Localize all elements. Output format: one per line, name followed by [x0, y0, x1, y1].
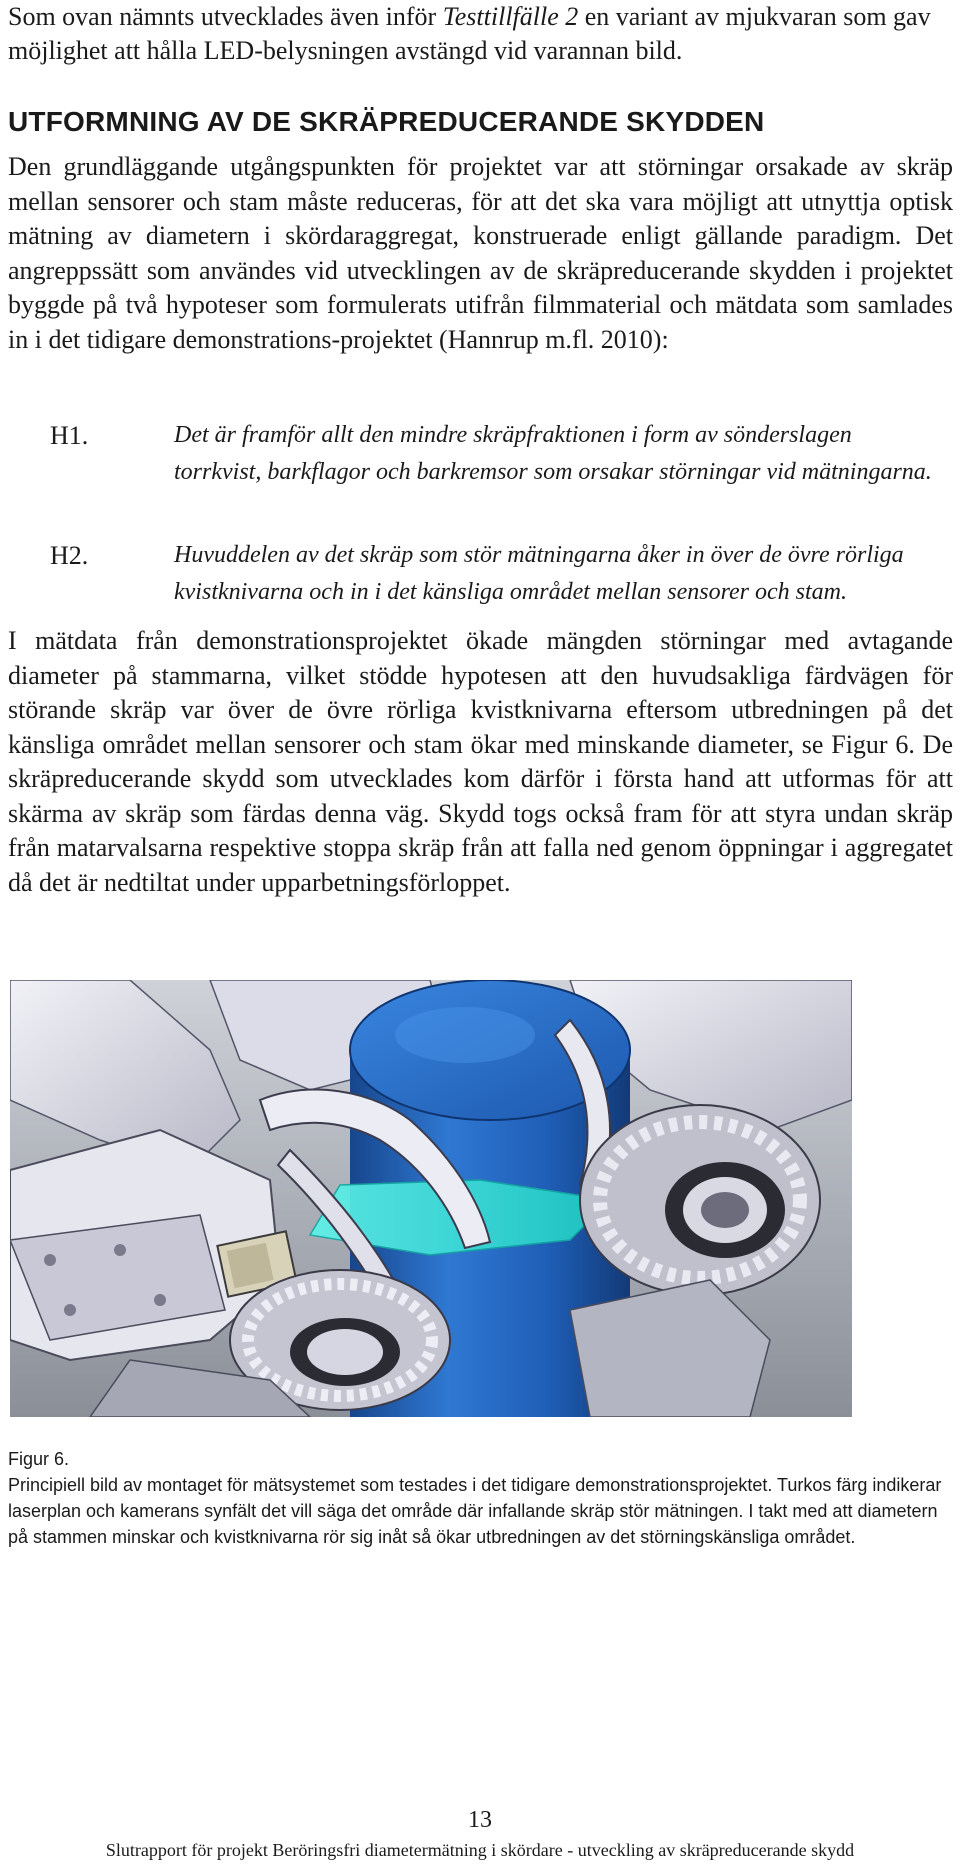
intro-emphasis: Testtillfälle 2	[442, 2, 579, 31]
figure-harvester-head-render	[10, 980, 852, 1417]
feed-roller-right	[580, 1105, 820, 1295]
caption-title: Figur 6.	[8, 1449, 70, 1469]
section-heading: UTFORMNING AV DE SKRÄPREDUCERANDE SKYDDEN	[8, 106, 765, 137]
hypothesis-h2	[50, 537, 930, 617]
page-footer: Slutrapport för projekt Beröringsfri diametermätning i skördare - utveckling av skräpreducerande skydd	[105, 1840, 855, 1860]
hypothesis-label: H1.	[50, 421, 89, 450]
caption-body: Principiell bild av montaget för mätsystemet som testades i det tidigare demonstrationsprojektet. Turkos färg indikerar laserplan och kamerans synfält det vill säga det område där infallande skräp stör mätningen. I takt med att diametern på stammen minskar och kvistknivarna rör sig inåt så ökar utbredningen av det störningskänsliga området.	[8, 1475, 942, 1547]
page-number: 13	[468, 1807, 492, 1833]
hypothesis-h1	[50, 417, 930, 527]
harvester-render-illustration	[10, 980, 852, 1417]
body-paragraph-2: I mätdata från demonstrationsprojektet ökade mängden störningar med avtagande diameter på stammarna, vilket stödde hypotesen att den huvudsakliga färdvägen för störande skräp var över de övre rörliga kvistknivarna eftersom utbredningen på det känsliga området mellan sensorer och stam ökar med minskande diameter, se Figur 6. De skräpreducerande skydd som utvecklades kom därför i första hand att utformas för att skärma av skräp som färdas denna väg. Skydd togs också fram för att styra undan skräp från matarvalsarna respektive stoppa skräp från att falla ned genom öppningar i aggregatet då det är nedtiltat under upparbetningsförloppet.	[8, 626, 953, 897]
figure-caption	[8, 1446, 953, 1550]
intro-text-end: en variant av mjukvaran som gav möjlighet att hålla LED-belysningen avstängd vid varannan bild.	[8, 2, 931, 65]
body-paragraph-1: Den grundläggande utgångspunkten för projektet var att störningar orsakade av skräp mellan sensorer och stam måste reduceras, för att det ska vara möjligt att utnyttja optisk mätning av diametern i skördaraggregat, konstruerade enligt gällande paradigm. Det angreppssätt som användes vid utvecklingen av de skräpreducerande skydden i projektet byggde på två hypoteser som formulerats utifrån filmmaterial och mätdata som samlades in i det tidigare demonstrations-projektet (Hannrup m.fl. 2010):	[8, 152, 953, 354]
intro-text-start: Som ovan nämnts utvecklades även inför	[8, 2, 443, 31]
hypothesis-text: Huvuddelen av det skräp som stör mätningarna åker in över de övre rörliga kvistknivarna och in i det känsliga området mellan sensorer och stam.	[174, 542, 904, 605]
hypothesis-label: H2.	[50, 541, 89, 570]
intro-paragraph	[8, 0, 953, 68]
hypothesis-text: Det är framför allt den mindre skräpfraktionen i form av sönderslagen torrkvist, barkflagor och barkremsor som orsakar störningar vid mätningarna.	[174, 422, 932, 485]
